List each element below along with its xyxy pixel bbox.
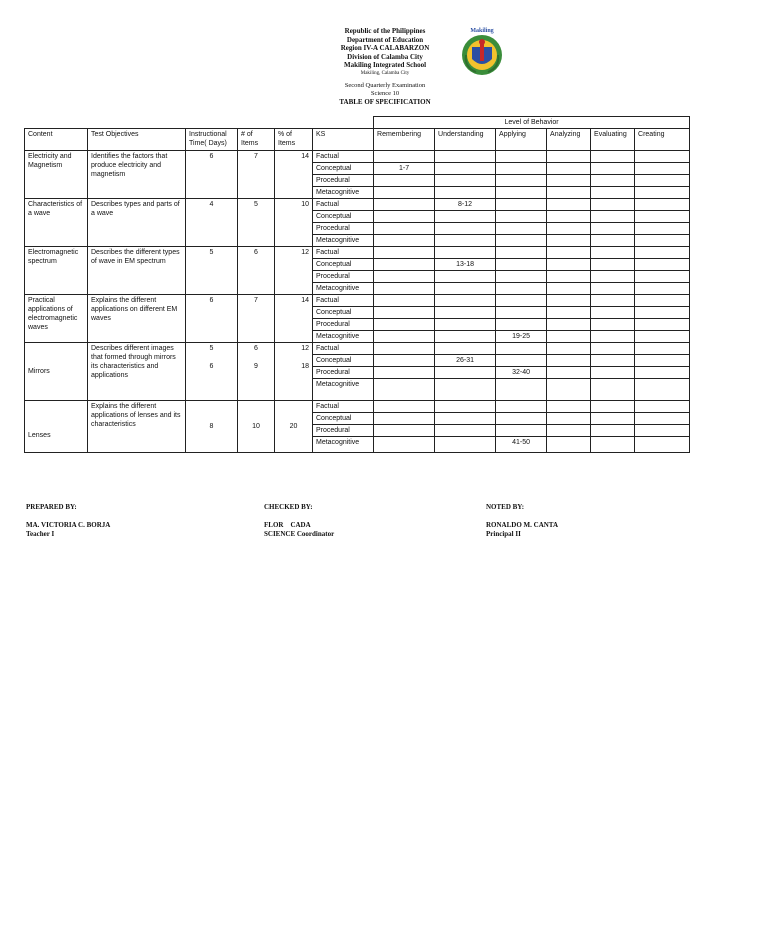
col-header-applying: Applying [496, 129, 547, 151]
time-value-b: 6 [209, 363, 214, 370]
items-cell: 10 [238, 401, 275, 453]
ks-cell: Metacognitive [313, 331, 374, 343]
noted-by-name: RONALDO M. CANTA [486, 521, 559, 529]
percent-value-b: 18 [301, 363, 309, 370]
col-header-understanding: Understanding [435, 129, 496, 151]
school-header [300, 27, 470, 107]
objective-cell: Explains the different applications on different EM waves [88, 295, 186, 343]
col-header-percent: % of Items [275, 129, 313, 151]
table-row [25, 151, 690, 163]
ks-cell: Procedural [313, 223, 374, 235]
time-value-a: 5 [209, 345, 214, 352]
prepared-by-block [26, 503, 110, 539]
objective-cell: Identifies the factors that produce electricity and magnetism [88, 151, 186, 199]
ks-cell: Conceptual [313, 355, 374, 367]
objective-cell: Describes the different types of wave in EM spectrum [88, 247, 186, 295]
items-cell: 5 [238, 199, 275, 247]
percent-cell: 14 [275, 295, 313, 343]
ks-cell: Metacognitive [313, 187, 374, 199]
time-cell [186, 343, 238, 401]
ks-cell: Factual [313, 295, 374, 307]
item-range-cell: 19-25 [496, 331, 547, 343]
school-seal-logo [458, 25, 506, 77]
content-cell: Characteristics of a wave [25, 199, 88, 247]
item-range-cell: 41-50 [496, 437, 547, 453]
percent-cell: 10 [275, 199, 313, 247]
objective-cell: Explains the different applications of lenses and its characteristics [88, 401, 186, 453]
ks-cell: Conceptual [313, 259, 374, 271]
table-row [25, 295, 690, 307]
percent-cell [275, 343, 313, 401]
item-range-cell: 1-7 [374, 163, 435, 175]
items-cell: 7 [238, 151, 275, 199]
checked-by-label: CHECKED BY: [264, 503, 313, 511]
table-row [25, 247, 690, 259]
noted-by-role: Principal II [486, 530, 521, 538]
item-range-cell: 13-18 [435, 259, 496, 271]
checked-by-name: FLOR CADA [264, 521, 311, 529]
time-cell: 6 [186, 295, 238, 343]
prepared-by-name: MA. VICTORIA C. BORJA [26, 521, 111, 529]
col-header-time: Instructional Time( Days) [186, 129, 238, 151]
ks-cell: Conceptual [313, 163, 374, 175]
ks-cell: Metacognitive [313, 437, 374, 453]
content-cell: Lenses [25, 401, 88, 453]
ks-cell: Procedural [313, 319, 374, 331]
items-cell [238, 343, 275, 401]
table-row [25, 343, 690, 355]
column-header-row [25, 129, 690, 151]
time-cell: 6 [186, 151, 238, 199]
ks-cell: Conceptual [313, 413, 374, 425]
header-region: Region IV-A CALABARZON [340, 44, 430, 52]
table-row [25, 401, 690, 413]
ks-cell: Factual [313, 199, 374, 211]
document-title: TABLE OF SPECIFICATION [339, 97, 431, 106]
ks-cell: Procedural [313, 367, 374, 379]
percent-cell: 12 [275, 247, 313, 295]
level-of-behavior-header: Level of Behavior [374, 117, 690, 129]
header-republic: Republic of the Philippines [344, 27, 426, 35]
ks-cell: Procedural [313, 175, 374, 187]
ks-cell: Metacognitive [313, 283, 374, 295]
content-cell: Electromagnetic spectrum [25, 247, 88, 295]
ks-cell: Metacognitive [313, 235, 374, 247]
content-cell: Practical applications of electromagnetic waves [25, 295, 88, 343]
percent-cell: 14 [275, 151, 313, 199]
table-of-specification [24, 116, 690, 453]
exam-name: Second Quarterly Examination [344, 81, 426, 89]
ks-cell: Procedural [313, 271, 374, 283]
content-cell: Electricity and Magnetism [25, 151, 88, 199]
items-cell: 7 [238, 295, 275, 343]
svg-text:Makiling: Makiling [470, 28, 494, 34]
items-value-a: 6 [254, 345, 258, 352]
header-division: Division of Calamba City [347, 52, 423, 61]
ks-cell: Factual [313, 247, 374, 259]
group-header-row [25, 117, 690, 129]
prepared-by-label: PREPARED BY: [26, 503, 77, 511]
item-range-cell: 26-31 [435, 355, 496, 367]
time-cell: 5 [186, 247, 238, 295]
ks-cell: Factual [313, 151, 374, 163]
content-cell: Mirrors [25, 343, 88, 401]
header-address: Makiling, Calamba City [360, 70, 410, 76]
time-cell: 8 [186, 401, 238, 453]
col-header-analyzing: Analyzing [547, 129, 591, 151]
percent-cell: 20 [275, 401, 313, 453]
ks-cell: Procedural [313, 425, 374, 437]
col-header-evaluating: Evaluating [591, 129, 635, 151]
percent-value-a: 12 [301, 345, 309, 352]
ks-cell: Metacognitive [313, 379, 374, 401]
items-cell: 6 [238, 247, 275, 295]
col-header-ks: KS [313, 129, 374, 151]
col-header-remembering: Remembering [374, 129, 435, 151]
ks-cell: Factual [313, 343, 374, 355]
col-header-objectives: Test Objectives [88, 129, 186, 151]
noted-by-block [486, 503, 558, 539]
ks-cell: Conceptual [313, 211, 374, 223]
objective-cell: Describes types and parts of a wave [88, 199, 186, 247]
col-header-creating: Creating [635, 129, 690, 151]
item-range-cell: 32-40 [496, 367, 547, 379]
items-value-b: 9 [254, 363, 258, 370]
item-range-cell: 8-12 [435, 199, 496, 211]
col-header-items: # of Items [238, 129, 275, 151]
table-row [25, 199, 690, 211]
prepared-by-role: Teacher I [26, 530, 55, 538]
ks-cell: Conceptual [313, 307, 374, 319]
noted-by-label: NOTED BY: [486, 503, 525, 511]
ks-cell: Factual [313, 401, 374, 413]
subject-name: Science 10 [370, 89, 400, 97]
objective-cell: Describes different images that formed through mirrors its characteristics and applications [88, 343, 186, 401]
header-school: Makiling Integrated School [343, 61, 427, 69]
time-cell: 4 [186, 199, 238, 247]
header-department: Department of Education [346, 35, 424, 44]
checked-by-role: SCIENCE Coordinator [264, 530, 335, 538]
checked-by-block [264, 503, 334, 539]
col-header-content: Content [25, 129, 88, 151]
